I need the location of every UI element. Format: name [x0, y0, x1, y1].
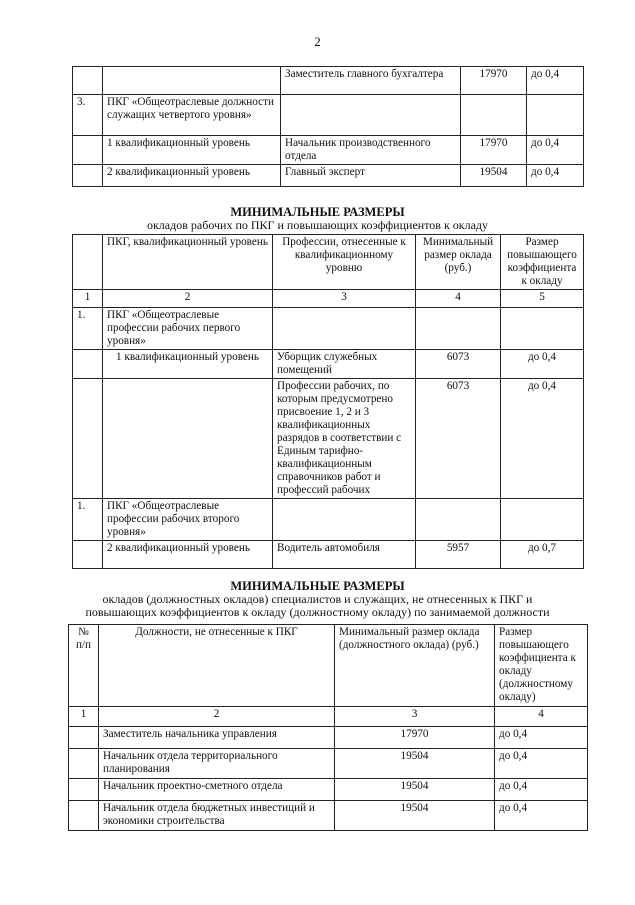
coef-cell: до 0,4 [495, 801, 588, 831]
table-row [73, 350, 584, 379]
section-subtitle-line2: повышающих коэффициентов к окладу (должностному окладу) по занимаемой должности [85, 605, 550, 619]
row-num [69, 779, 99, 801]
position-cell: Заместитель начальника управления [99, 727, 335, 749]
salary-cell: 19504 [335, 801, 495, 831]
column-number: 5 [501, 290, 584, 308]
column-number: 1 [69, 707, 99, 727]
table-row [69, 749, 588, 779]
table-row [73, 379, 584, 499]
coef-cell: до 0,4 [501, 350, 584, 379]
header-cell: ПКГ, квалификационный уровень [103, 235, 273, 290]
section-title-specialists: МИНИМАЛЬНЫЕ РАЗМЕРЫ [230, 579, 405, 593]
row-num [73, 165, 103, 187]
pkg-cell: ПКГ «Общеотраслевые должности служащих четвертого уровня» [103, 95, 281, 136]
profession-cell: Уборщик служебных помещений [273, 350, 416, 379]
pkg-cell: ПКГ «Общеотраслевые профессии рабочих второго уровня» [103, 499, 273, 541]
salary-cell: 17970 [461, 136, 527, 165]
position-cell: Начальник производственного отдела [281, 136, 461, 165]
table-row [73, 95, 584, 136]
position-cell: Начальник отдела территориального планирования [99, 749, 335, 779]
row-num [73, 67, 103, 95]
table-row [73, 541, 584, 569]
column-number: 2 [99, 707, 335, 727]
table-row [69, 727, 588, 749]
pkg-cell: 2 квалификационный уровень [103, 541, 273, 569]
coef-cell: до 0,4 [495, 779, 588, 801]
profession-cell [273, 308, 416, 350]
header-cell: Размер повышающего коэффициента к окладу (должностному окладу) [495, 625, 588, 707]
positions-table-continued [72, 66, 584, 187]
salary-cell [461, 95, 527, 136]
pkg-cell: 1 квалификационный уровень [103, 350, 273, 379]
section-subtitle-line1: окладов (должностных окладов) специалистов и служащих, не отнесенных к ПКГ и [102, 592, 533, 606]
row-num [73, 136, 103, 165]
salary-cell: 17970 [335, 727, 495, 749]
salary-cell: 19504 [335, 749, 495, 779]
position-cell: Начальник отдела бюджетных инвестиций и экономики строительства [99, 801, 335, 831]
table-header-row [73, 235, 584, 290]
salary-cell: 19504 [461, 165, 527, 187]
profession-cell: Профессии рабочих, по которым предусмотрено присвоение 1, 2 и 3 квалификационных разрядов в соответствии с Единым тарифно-квалификационным справочников работ и профессий рабочих [273, 379, 416, 499]
salary-cell [416, 499, 501, 541]
column-number: 4 [416, 290, 501, 308]
salary-cell: 19504 [335, 779, 495, 801]
header-cell: Минимальный размер оклада (должностного оклада) (руб.) [335, 625, 495, 707]
row-num [69, 749, 99, 779]
section-title-workers: МИНИМАЛЬНЫЕ РАЗМЕРЫ [230, 205, 405, 219]
coef-cell: до 0,7 [501, 541, 584, 569]
table-row [69, 779, 588, 801]
table-row [73, 67, 584, 95]
row-num [73, 350, 103, 379]
coef-cell: до 0,4 [527, 136, 584, 165]
row-num [73, 379, 103, 499]
profession-cell [273, 499, 416, 541]
column-number-row [69, 707, 588, 727]
column-number-row [73, 290, 584, 308]
coef-cell: до 0,4 [527, 165, 584, 187]
row-num: 1. [73, 308, 103, 350]
salary-cell: 17970 [461, 67, 527, 95]
coef-cell: до 0,4 [495, 749, 588, 779]
salary-cell: 6073 [416, 350, 501, 379]
column-number: 3 [273, 290, 416, 308]
row-num [69, 727, 99, 749]
table-row [73, 165, 584, 187]
header-cell: Должности, не отнесенные к ПКГ [99, 625, 335, 707]
header-cell [73, 235, 103, 290]
table-row [73, 308, 584, 350]
row-num [69, 801, 99, 831]
column-number: 3 [335, 707, 495, 727]
page-number: 2 [314, 34, 321, 49]
header-cell: Профессии, отнесенные к квалификационному уровню [273, 235, 416, 290]
coef-cell: до 0,4 [527, 67, 584, 95]
column-number: 1 [73, 290, 103, 308]
pkg-cell: ПКГ «Общеотраслевые профессии рабочих первого уровня» [103, 308, 273, 350]
pkg-cell [103, 379, 273, 499]
row-num: 1. [73, 499, 103, 541]
coef-cell: до 0,4 [501, 379, 584, 499]
row-num [73, 541, 103, 569]
position-cell: Начальник проектно-сметного отдела [99, 779, 335, 801]
column-number: 4 [495, 707, 588, 727]
table-row [73, 136, 584, 165]
position-cell: Главный эксперт [281, 165, 461, 187]
pkg-cell: 2 квалификационный уровень [103, 165, 281, 187]
header-cell: Размер повышающего коэффициента к окладу [501, 235, 584, 290]
table-row [69, 801, 588, 831]
salary-cell: 6073 [416, 379, 501, 499]
salary-cell [416, 308, 501, 350]
section-subtitle-workers: окладов рабочих по ПКГ и повышающих коэффициентов к окладу [146, 218, 489, 232]
profession-cell: Водитель автомобиля [273, 541, 416, 569]
coef-cell [527, 95, 584, 136]
coef-cell: до 0,4 [495, 727, 588, 749]
pkg-cell: 1 квалификационный уровень [103, 136, 281, 165]
position-cell: Заместитель главного бухгалтера [281, 67, 461, 95]
header-cell: № п/п [69, 625, 99, 707]
position-cell [281, 95, 461, 136]
table-header-row [69, 625, 588, 707]
specialists-table [68, 624, 588, 831]
row-num: 3. [73, 95, 103, 136]
salary-cell: 5957 [416, 541, 501, 569]
coef-cell [501, 308, 584, 350]
pkg-cell [103, 67, 281, 95]
column-number: 2 [103, 290, 273, 308]
coef-cell [501, 499, 584, 541]
header-cell: Минимальный размер оклада (руб.) [416, 235, 501, 290]
workers-table [72, 234, 584, 569]
table-row [73, 499, 584, 541]
